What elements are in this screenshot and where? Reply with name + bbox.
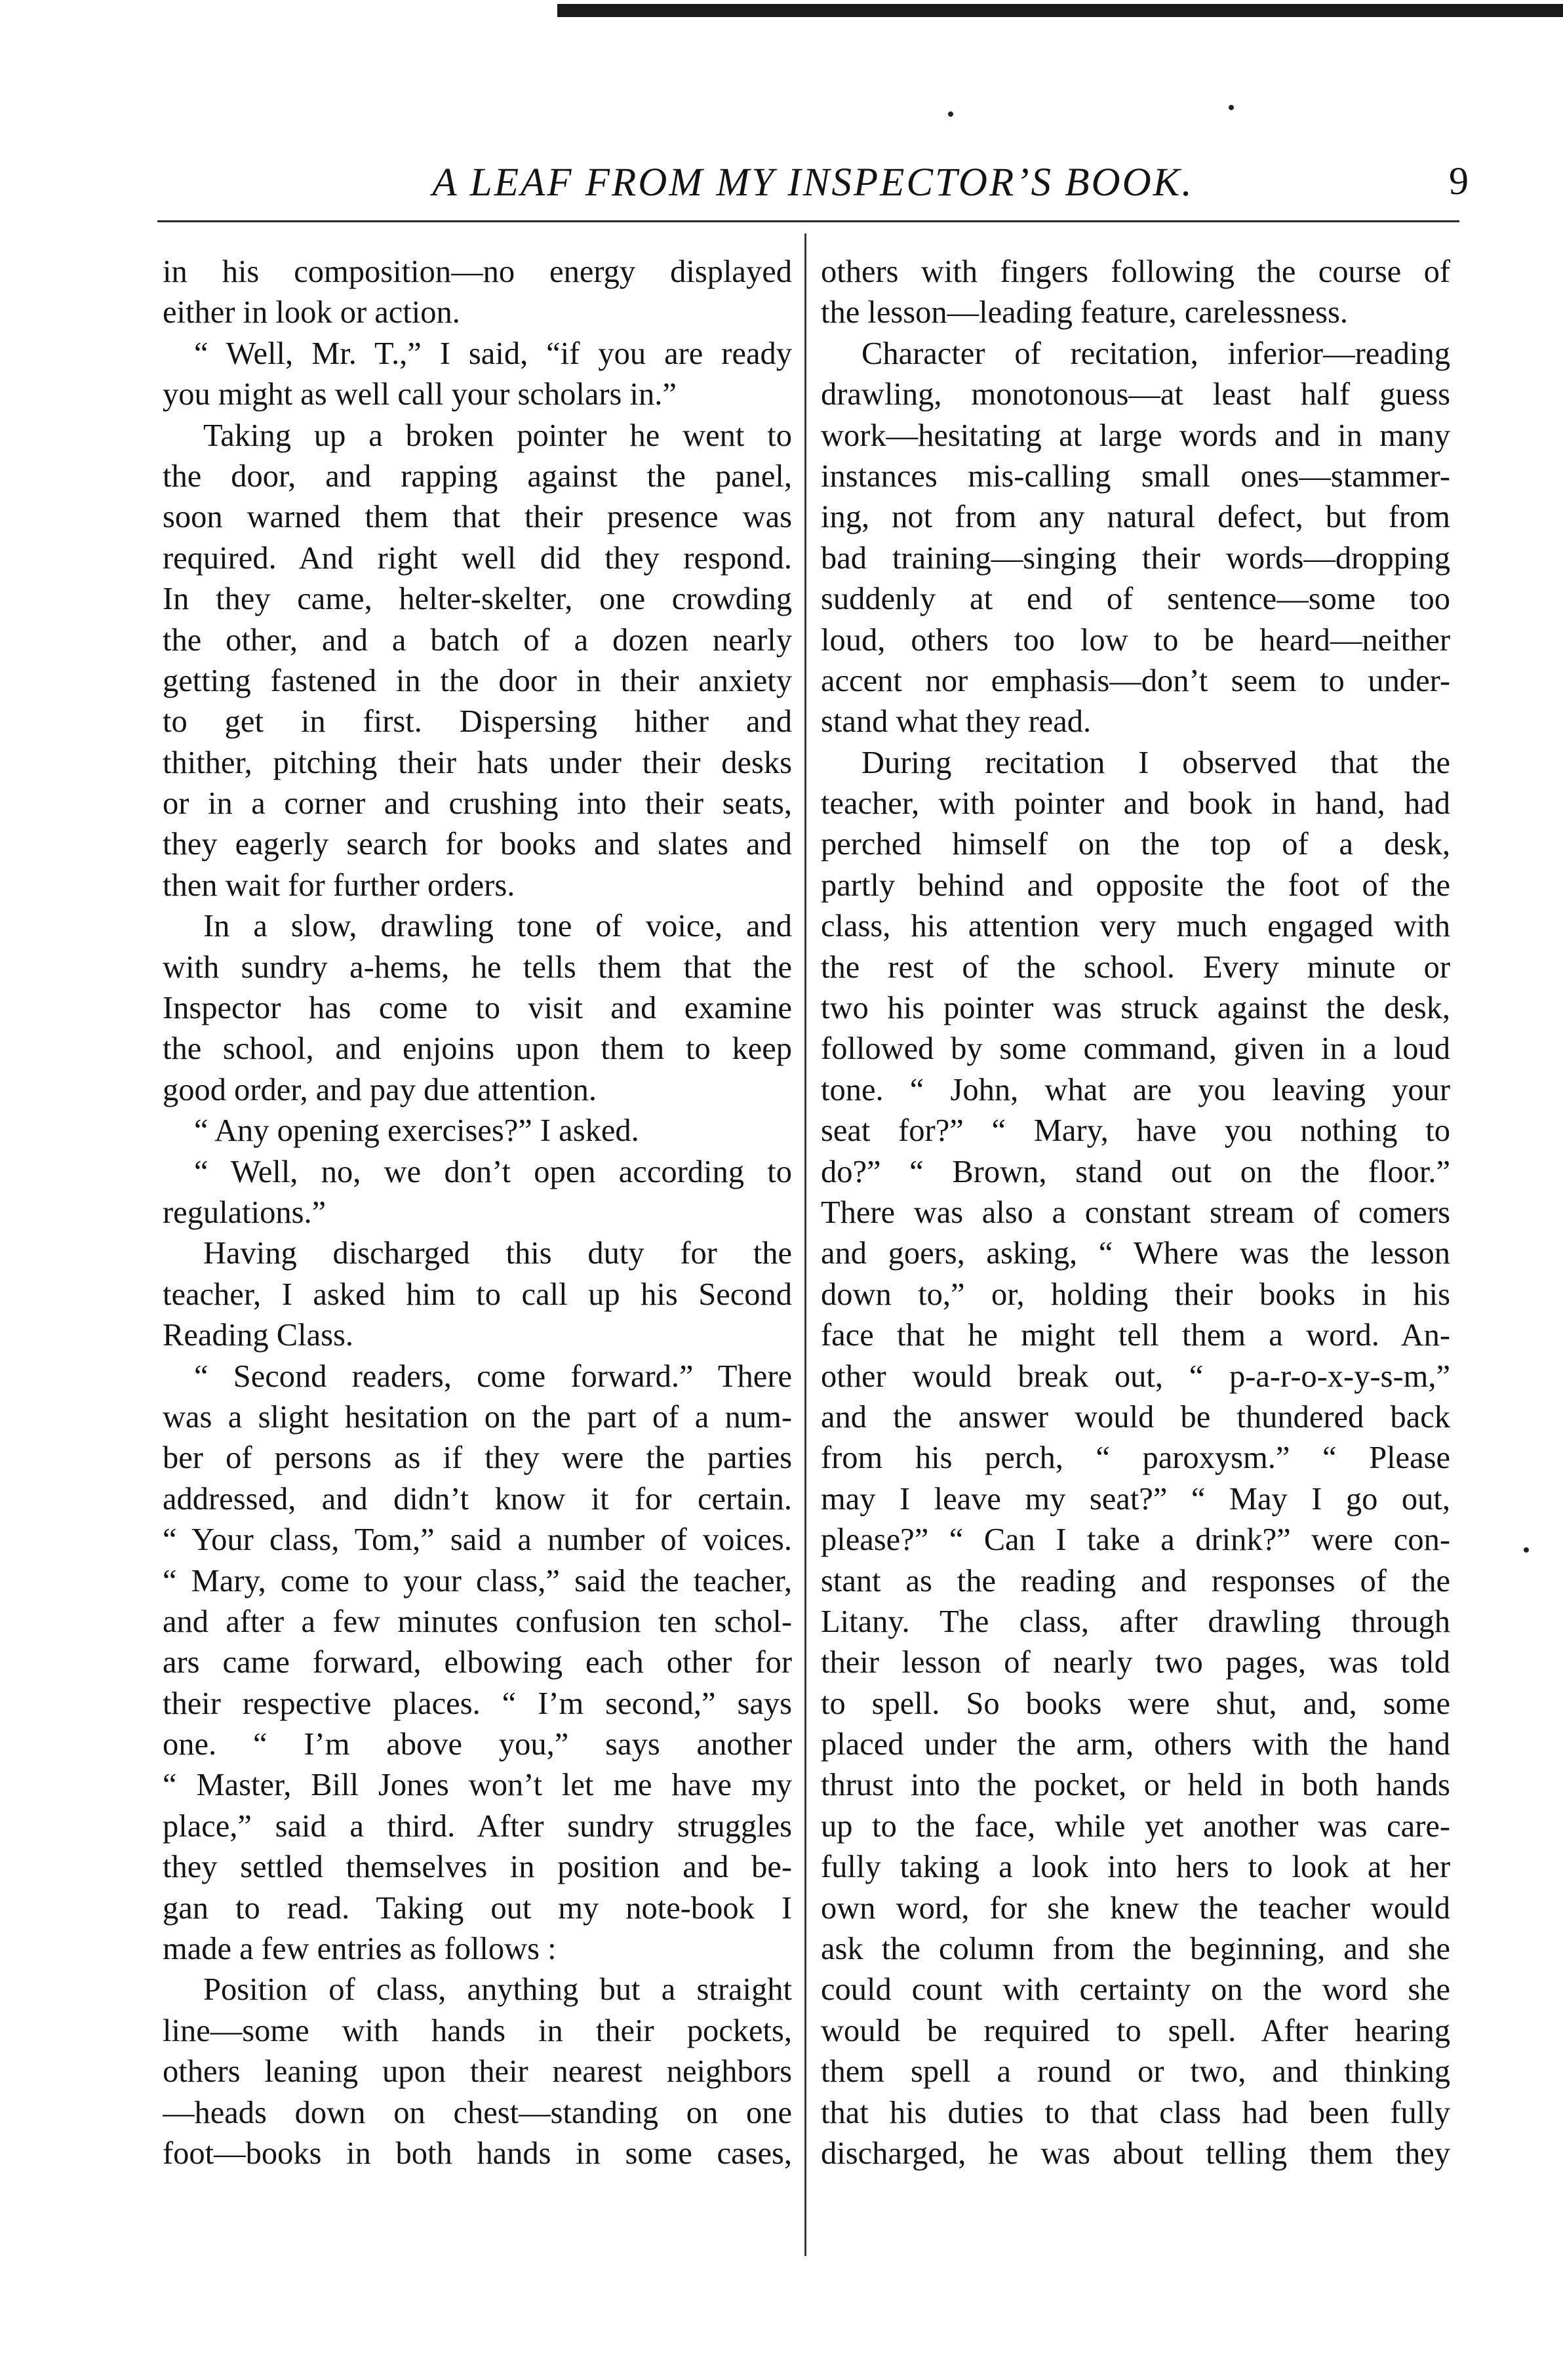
text-line: class, his attention very much engaged with <box>821 909 1450 944</box>
text-line: foot—books in both hands in some cases, <box>163 2135 792 2171</box>
text-line: the other, and a batch of a dozen nearly <box>163 622 792 658</box>
text-line: they settled themselves in position and be- <box>163 1850 792 1885</box>
text-line: “ Any opening exercises?” I asked. <box>194 1113 639 1149</box>
running-head: A LEAF FROM MY INSPECTOR’S BOOK. <box>432 161 1194 205</box>
text-line: followed by some command, given in a loud <box>821 1031 1450 1067</box>
text-line: ing, not from any natural defect, but from <box>821 500 1450 535</box>
text-line: please?” “ Can I take a drink?” were con- <box>821 1522 1450 1558</box>
text-line: drawling, monotonous—at least half guess <box>821 377 1450 412</box>
top-rule <box>557 4 1563 17</box>
text-line: required. And right well did they respond. <box>163 540 792 576</box>
text-line: others leaning upon their nearest neighbors <box>163 2054 792 2090</box>
text-line: seat for?” “ Mary, have you nothing to <box>821 1113 1450 1149</box>
text-line: —heads down on chest—standing on one <box>163 2095 792 2130</box>
text-line: stant as the reading and responses of the <box>821 1563 1450 1598</box>
text-line: their lesson of nearly two pages, was told <box>821 1645 1450 1680</box>
text-line: two his pointer was struck against the desk, <box>821 991 1450 1026</box>
text-line: stand what they read. <box>821 704 1092 740</box>
text-line: the school, and enjoins upon them to keep <box>163 1031 792 1067</box>
text-line: one. “ I’m above you,” says another <box>163 1727 792 1762</box>
text-line: perched himself on the top of a desk, <box>821 827 1450 862</box>
text-line: ask the column from the beginning, and she <box>821 1932 1450 1967</box>
text-line: gan to read. Taking out my note-book I <box>163 1890 792 1926</box>
text-line: ars came forward, elbowing each other for <box>163 1645 792 1680</box>
text-line: fully taking a look into hers to look at her <box>821 1850 1450 1885</box>
text-line: to spell. So books were shut, and, some <box>821 1686 1450 1721</box>
text-line: either in look or action. <box>163 295 460 330</box>
text-line: tone. “ John, what are you leaving your <box>821 1072 1450 1107</box>
text-line: their respective places. “ I’m second,” says <box>163 1686 792 1721</box>
text-line: instances mis-calling small ones—stammer- <box>821 458 1450 494</box>
right-column <box>821 252 1450 2174</box>
text-line: Litany. The class, after drawling through <box>821 1604 1450 1639</box>
text-line: accent nor emphasis—don’t seem to under- <box>821 663 1450 698</box>
text-line: place,” said a third. After sundry struggles <box>163 1808 792 1844</box>
text-line: discharged, he was about telling them they <box>821 2135 1450 2171</box>
text-line: thrust into the pocket, or held in both hands <box>821 1768 1450 1803</box>
left-column <box>163 252 792 2174</box>
text-line: work—hesitating at large words and in many <box>821 418 1450 453</box>
text-line: regulations.” <box>163 1195 326 1230</box>
text-line: During recitation I observed that the <box>861 745 1450 780</box>
text-line: would be required to spell. After hearing <box>821 2013 1450 2048</box>
text-line: loud, others too low to be heard—neither <box>821 622 1450 658</box>
text-line: partly behind and opposite the foot of the <box>821 867 1450 903</box>
text-line: and after a few minutes confusion ten schol- <box>163 1604 792 1639</box>
text-line: soon warned them that their presence was <box>163 500 792 535</box>
text-line: “ Mary, come to your class,” said the teacher, <box>163 1563 792 1598</box>
text-line: thither, pitching their hats under their desks <box>163 745 792 780</box>
text-line: other would break out, “ p-a-r-o-x-y-s-m,” <box>821 1359 1450 1394</box>
text-line: teacher, with pointer and book in hand, had <box>821 786 1450 822</box>
column-divider <box>804 233 806 2256</box>
text-line: and goers, asking, “ Where was the lesson <box>821 1236 1450 1271</box>
text-line: Inspector has come to visit and examine <box>163 991 792 1026</box>
text-line: “ Your class, Tom,” said a number of voices. <box>163 1522 792 1558</box>
text-line: Taking up a broken pointer he went to <box>203 418 792 453</box>
text-line: line—some with hands in their pockets, <box>163 2013 792 2048</box>
text-line: own word, for she knew the teacher would <box>821 1890 1450 1926</box>
text-line: “ Second readers, come forward.” There <box>194 1359 792 1394</box>
text-line: you might as well call your scholars in.” <box>163 377 677 412</box>
text-line: In a slow, drawling tone of voice, and <box>203 909 792 944</box>
text-line: them spell a round or two, and thinking <box>821 2054 1450 2090</box>
text-line: and the answer would be thundered back <box>821 1399 1450 1435</box>
text-line: in his composition—no energy displayed <box>163 254 792 289</box>
text-line: “ Well, Mr. T.,” I said, “if you are ready <box>194 336 792 371</box>
text-line: then wait for further orders. <box>163 867 515 903</box>
text-line: or in a corner and crushing into their seats, <box>163 786 792 822</box>
text-line: others with fingers following the course of <box>821 254 1450 289</box>
text-line: they eagerly search for books and slates and <box>163 827 792 862</box>
text-line: that his duties to that class had been fully <box>821 2095 1450 2130</box>
text-line: getting fastened in the door in their anxiety <box>163 663 792 698</box>
text-line: placed under the arm, others with the hand <box>821 1727 1450 1762</box>
print-speck <box>1229 105 1234 110</box>
text-line: ber of persons as if they were the parties <box>163 1440 792 1476</box>
text-line: the door, and rapping against the panel, <box>163 458 792 494</box>
text-line: “ Well, no, we don’t open according to <box>194 1154 792 1189</box>
text-line: There was also a constant stream of comers <box>821 1195 1450 1230</box>
text-line: Reading Class. <box>163 1318 353 1353</box>
text-line: from his perch, “ paroxysm.” “ Please <box>821 1440 1450 1476</box>
print-speck <box>948 111 953 117</box>
text-line: bad training—singing their words—dropping <box>821 540 1450 576</box>
text-line: Position of class, anything but a straight <box>203 1972 792 2008</box>
text-line: up to the face, while yet another was care- <box>821 1808 1450 1844</box>
text-line: do?” “ Brown, stand out on the floor.” <box>821 1154 1450 1189</box>
text-line: suddenly at end of sentence—some too <box>821 582 1450 617</box>
page-header <box>157 152 1469 218</box>
header-rule <box>157 220 1459 222</box>
text-line: may I leave my seat?” “ May I go out, <box>821 1481 1450 1517</box>
text-line: the lesson—leading feature, carelessness. <box>821 295 1348 330</box>
text-line: addressed, and didn’t know it for certain. <box>163 1481 792 1517</box>
text-line: “ Master, Bill Jones won’t let me have my <box>163 1768 792 1803</box>
text-line: could count with certainty on the word she <box>821 1972 1450 2008</box>
text-line: face that he might tell them a word. An- <box>821 1318 1450 1353</box>
text-line: good order, and pay due attention. <box>163 1072 597 1107</box>
text-line: the rest of the school. Every minute or <box>821 949 1450 985</box>
text-line: made a few entries as follows : <box>163 1932 557 1967</box>
text-line: to get in first. Dispersing hither and <box>163 704 792 740</box>
text-line: Having discharged this duty for the <box>203 1236 792 1271</box>
text-line: with sundry a-hems, he tells them that the <box>163 949 792 985</box>
text-line: In they came, helter-skelter, one crowding <box>163 582 792 617</box>
text-line: down to,” or, holding their books in his <box>821 1277 1450 1312</box>
print-speck <box>1524 1547 1529 1553</box>
text-line: was a slight hesitation on the part of a num- <box>163 1399 792 1435</box>
text-line: Character of recitation, inferior—reading <box>861 336 1450 371</box>
page-number: 9 <box>1449 159 1469 203</box>
text-line: teacher, I asked him to call up his Second <box>163 1277 792 1312</box>
